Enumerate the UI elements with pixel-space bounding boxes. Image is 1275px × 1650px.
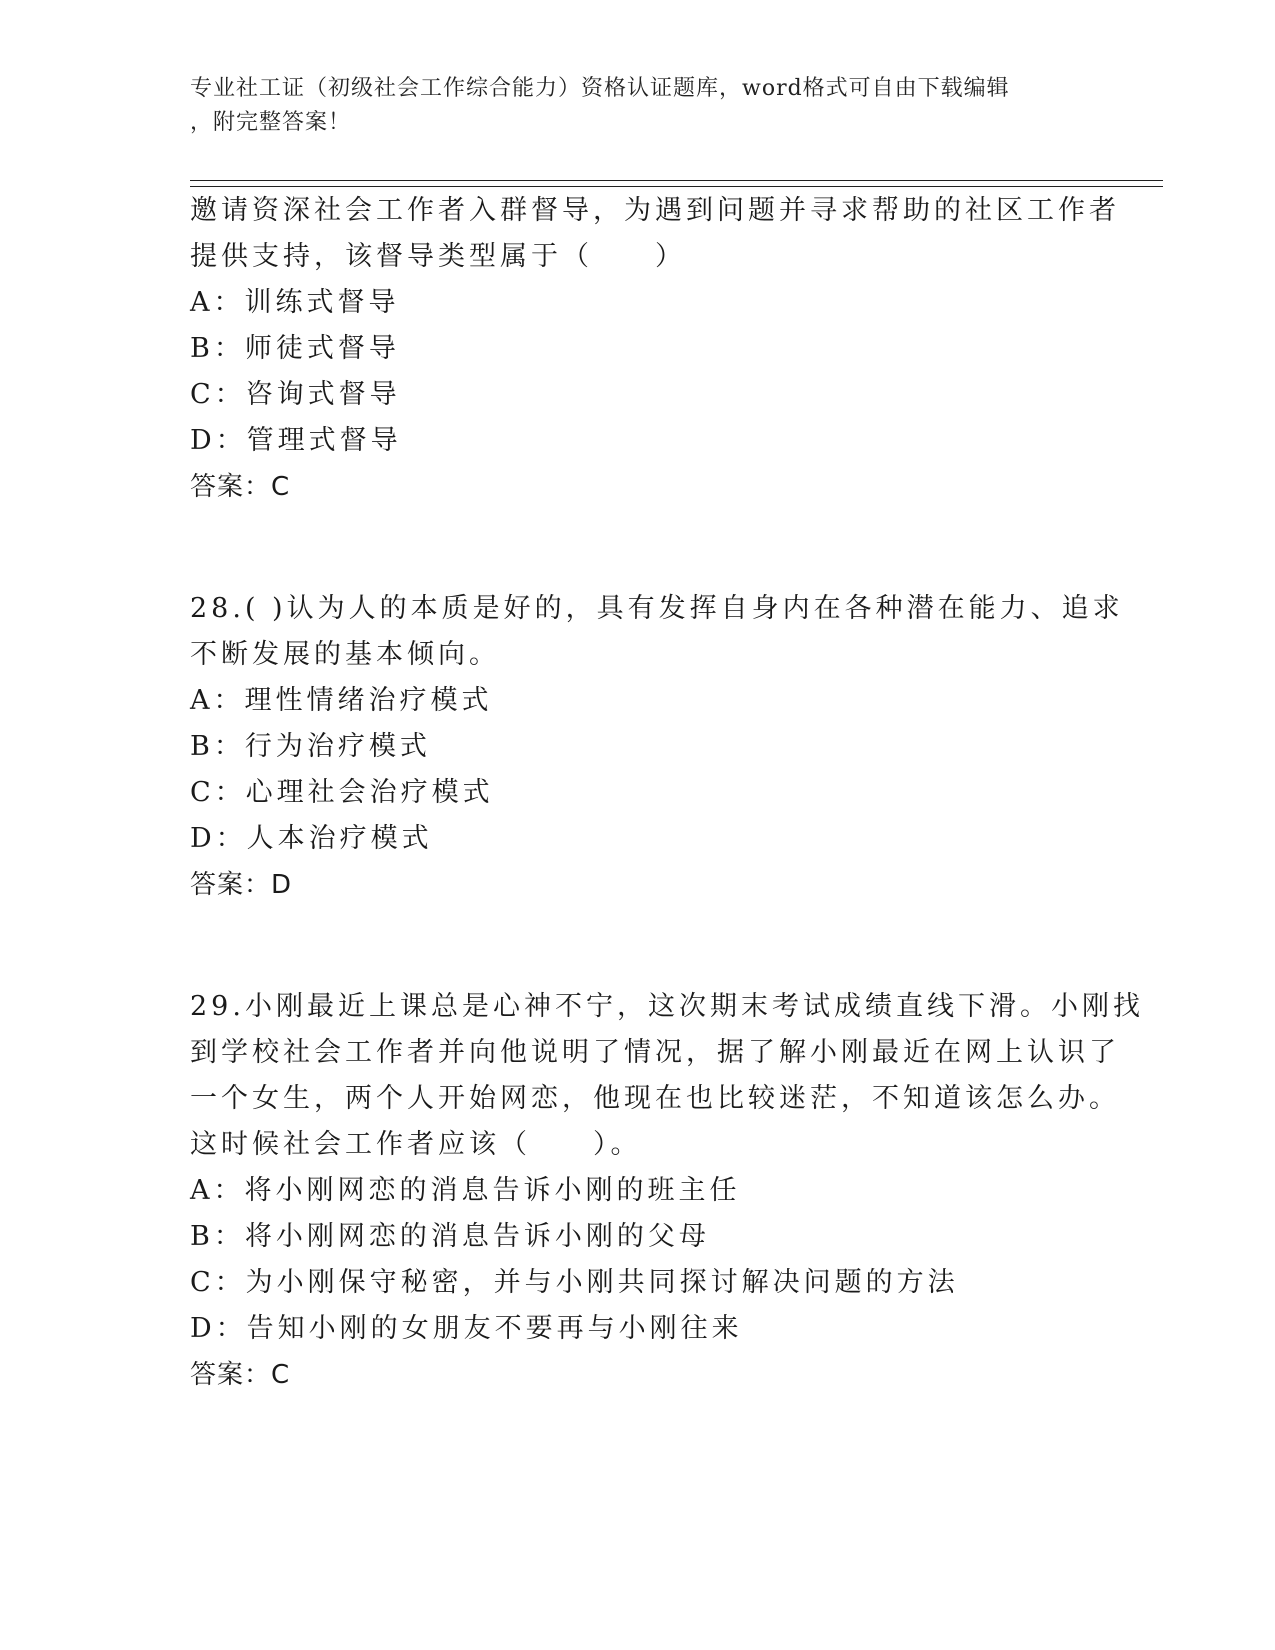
header-divider-bottom bbox=[190, 186, 1163, 187]
option-c: C：为小刚保守秘密，并与小刚共同探讨解决问题的方法 bbox=[190, 1267, 959, 1298]
option-b: B：行为治疗模式 bbox=[190, 731, 431, 762]
option-d: D：人本治疗模式 bbox=[190, 823, 433, 854]
question-text-line: 这时候社会工作者应该（ ）。 bbox=[190, 1129, 642, 1160]
question-text-line: 28.( )认为人的本质是好的，具有发挥自身内在各种潜在能力、追求 bbox=[190, 593, 1124, 624]
question-text-line: 29.小刚最近上课总是心神不宁，这次期末考试成绩直线下滑。小刚找 bbox=[190, 991, 1144, 1022]
question-list bbox=[190, 188, 1144, 1398]
question-item bbox=[190, 188, 1120, 510]
option-a: A：训练式督导 bbox=[190, 287, 400, 318]
question-text-line: 一个女生，两个人开始网恋，他现在也比较迷茫，不知道该怎么办。 bbox=[190, 1083, 1120, 1114]
question-text-line: 邀请资深社会工作者入群督导，为遇到问题并寻求帮助的社区工作者 bbox=[190, 195, 1120, 226]
question-text-line: 不断发展的基本倾向。 bbox=[190, 639, 500, 670]
option-d: D：管理式督导 bbox=[190, 425, 402, 456]
header-divider-top bbox=[190, 180, 1163, 181]
option-a: A：理性情绪治疗模式 bbox=[190, 685, 493, 716]
answer-line: 答案：C bbox=[190, 1360, 291, 1390]
option-c: C：咨询式督导 bbox=[190, 379, 401, 410]
answer-line: 答案：D bbox=[190, 870, 293, 900]
option-c: C：心理社会治疗模式 bbox=[190, 777, 494, 808]
spacer bbox=[190, 908, 1090, 984]
question-text-line: 到学校社会工作者并向他说明了情况，据了解小刚最近在网上认识了 bbox=[190, 1037, 1120, 1068]
question-text-line: 提供支持，该督导类型属于（ ） bbox=[190, 241, 686, 272]
answer-line: 答案：C bbox=[190, 472, 291, 502]
header-line-2: ，附完整答案！ bbox=[190, 110, 352, 135]
question-item bbox=[190, 984, 1144, 1398]
question-item bbox=[190, 586, 1124, 908]
page-header bbox=[190, 72, 1090, 140]
header-line-1: 专业社工证（初级社会工作综合能力）资格认证题库，word格式可自由下载编辑 bbox=[190, 76, 1010, 101]
option-a: A：将小刚网恋的消息告诉小刚的班主任 bbox=[190, 1175, 741, 1206]
option-d: D：告知小刚的女朋友不要再与小刚往来 bbox=[190, 1313, 743, 1344]
option-b: B：师徒式督导 bbox=[190, 333, 400, 364]
option-b: B：将小刚网恋的消息告诉小刚的父母 bbox=[190, 1221, 710, 1252]
spacer bbox=[190, 510, 1090, 586]
